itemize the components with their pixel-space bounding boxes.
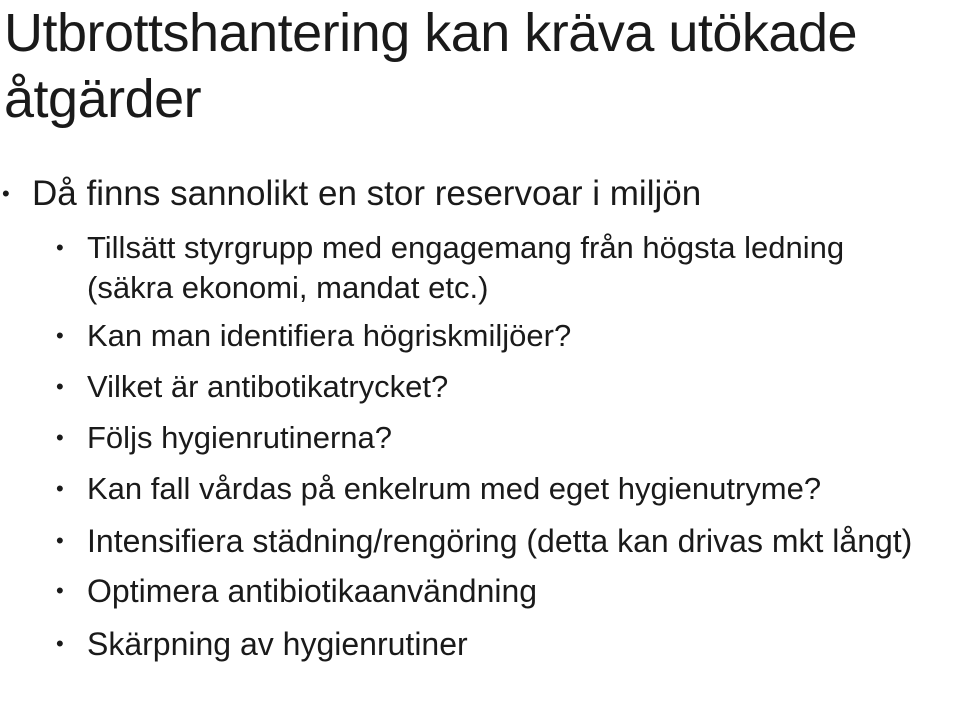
slide-title: Utbrottshantering kan kräva utökade åtgärder [4,3,858,129]
bullet-dot-icon: • [56,425,64,450]
bullet-text: Tillsätt styrgrupp med engagemang från högsta ledning (säkra ekonomi, mandat etc.) [87,230,845,305]
bullet-text: Kan man identifiera högriskmiljöer? [87,318,572,353]
bullet-text: Skärpning av hygienrutiner [87,626,468,662]
bullet-dot-icon: • [56,374,64,399]
bullet-dot-icon: • [56,235,64,260]
bullet-text: Optimera antibiotikaanvändning [87,573,538,609]
bullet-text: Följs hygienrutinerna? [87,420,393,455]
bullet-text: Vilket är antibotikatrycket? [87,369,449,404]
bullet-item [0,623,950,665]
bullet-dot-icon: • [56,578,64,603]
bullet-dot-icon: • [56,631,64,656]
bullet-text: Kan fall vårdas på enkelrum med eget hygienutryme? [87,471,822,506]
bullet-text: Då finns sannolikt en stor reservoar i miljön [32,174,702,213]
bullet-dot-icon: • [56,528,64,553]
bullet-item [0,418,950,458]
bullet-dot-icon: • [56,323,64,348]
bullet-item [0,520,947,562]
bullet-item [0,367,950,407]
bullet-item [0,228,887,308]
bullet-text: Intensifiera städning/rengöring (detta kan drivas mkt långt) [87,523,913,559]
bullet-dot-icon: • [56,476,64,501]
bullet-item [0,469,950,509]
bullet-item [0,570,950,612]
bullet-item [0,172,950,216]
bullet-item [0,316,950,356]
bullet-dot-icon: • [2,181,10,206]
bullet-list [0,172,950,676]
